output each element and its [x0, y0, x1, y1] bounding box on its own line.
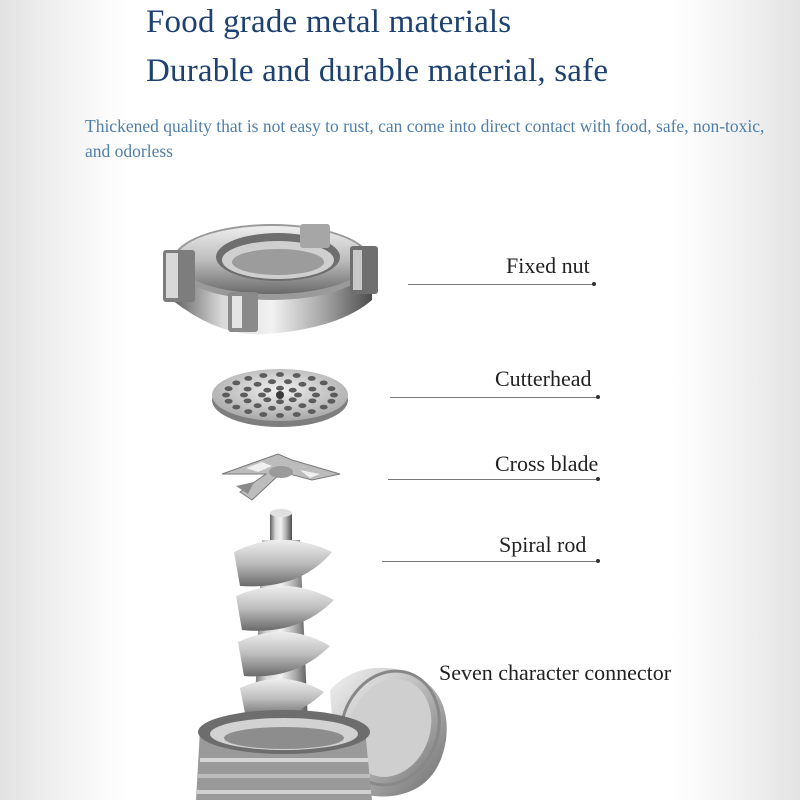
cutterhead-hole — [268, 379, 276, 384]
cutterhead-hole — [244, 409, 252, 414]
cutterhead-hole — [330, 393, 338, 398]
headline-line-2: Durable and durable material, safe — [146, 53, 609, 89]
cutterhead-hole — [298, 382, 306, 387]
cutterhead-hole — [298, 403, 306, 408]
cutterhead-hole — [284, 406, 292, 411]
cutterhead-hole — [308, 376, 316, 381]
leader-line — [390, 397, 598, 398]
cutterhead-hole — [293, 412, 301, 417]
cutterhead-hole — [327, 399, 335, 404]
cutterhead-hole — [263, 388, 271, 393]
cutterhead-hole — [258, 393, 266, 398]
cutterhead-hole — [308, 399, 316, 404]
cutterhead-hole — [244, 376, 252, 381]
cutterhead-hole — [276, 372, 284, 377]
connector-image — [196, 657, 455, 800]
part-label-cross-blade: Cross blade — [495, 451, 599, 476]
cutterhead-hole — [222, 393, 230, 398]
cutterhead-hole — [240, 393, 248, 398]
leader-line — [382, 561, 598, 562]
cutterhead-hole — [276, 386, 284, 391]
cutterhead-hole — [293, 373, 301, 378]
cutterhead-hole — [268, 406, 276, 411]
leader-line — [388, 479, 598, 480]
cutterhead-hole — [320, 381, 328, 386]
cutterhead-image — [212, 369, 348, 427]
cutterhead-hole — [244, 387, 252, 392]
cutterhead-hole — [254, 403, 262, 408]
cutterhead-hole — [225, 399, 233, 404]
leader-line — [408, 284, 594, 285]
cutterhead-hole — [254, 382, 262, 387]
cutterhead-hole — [276, 399, 284, 404]
part-label-connector: Seven character connector — [439, 660, 672, 685]
part-label-fixed-nut: Fixed nut — [506, 253, 590, 278]
cutterhead-hole — [259, 373, 267, 378]
cutterhead-hole — [225, 386, 233, 391]
cutterhead-hole — [308, 387, 316, 392]
cutterhead-hole — [263, 397, 271, 402]
cutterhead-hole — [232, 381, 240, 386]
part-label-cutterhead: Cutterhead — [495, 366, 592, 391]
cutterhead-hole — [327, 386, 335, 391]
cutterhead-hole — [276, 413, 284, 418]
cutterhead-hole — [232, 405, 240, 410]
leader-dot — [596, 477, 600, 481]
cutterhead-hole — [284, 379, 292, 384]
cross-blade-image — [222, 454, 340, 500]
cutterhead-hole — [320, 405, 328, 410]
cutterhead-hole — [294, 393, 302, 398]
cutterhead-hole — [289, 397, 297, 402]
fixed-nut-image — [163, 224, 378, 334]
cutterhead-hole — [308, 409, 316, 414]
leader-dot — [596, 559, 600, 563]
leader-dot — [596, 395, 600, 399]
cutterhead-hole — [289, 388, 297, 393]
cutterhead-hole — [259, 412, 267, 417]
description-text: Thickened quality that is not easy to rust, can come into direct contact with food, safe, non-toxic, and odorless — [85, 116, 765, 161]
cutterhead-hole — [312, 393, 320, 398]
part-label-spiral-rod: Spiral rod — [499, 532, 587, 557]
cutterhead-hole — [244, 399, 252, 404]
leader-dot — [592, 282, 596, 286]
headline-line-1: Food grade metal materials — [146, 4, 512, 40]
